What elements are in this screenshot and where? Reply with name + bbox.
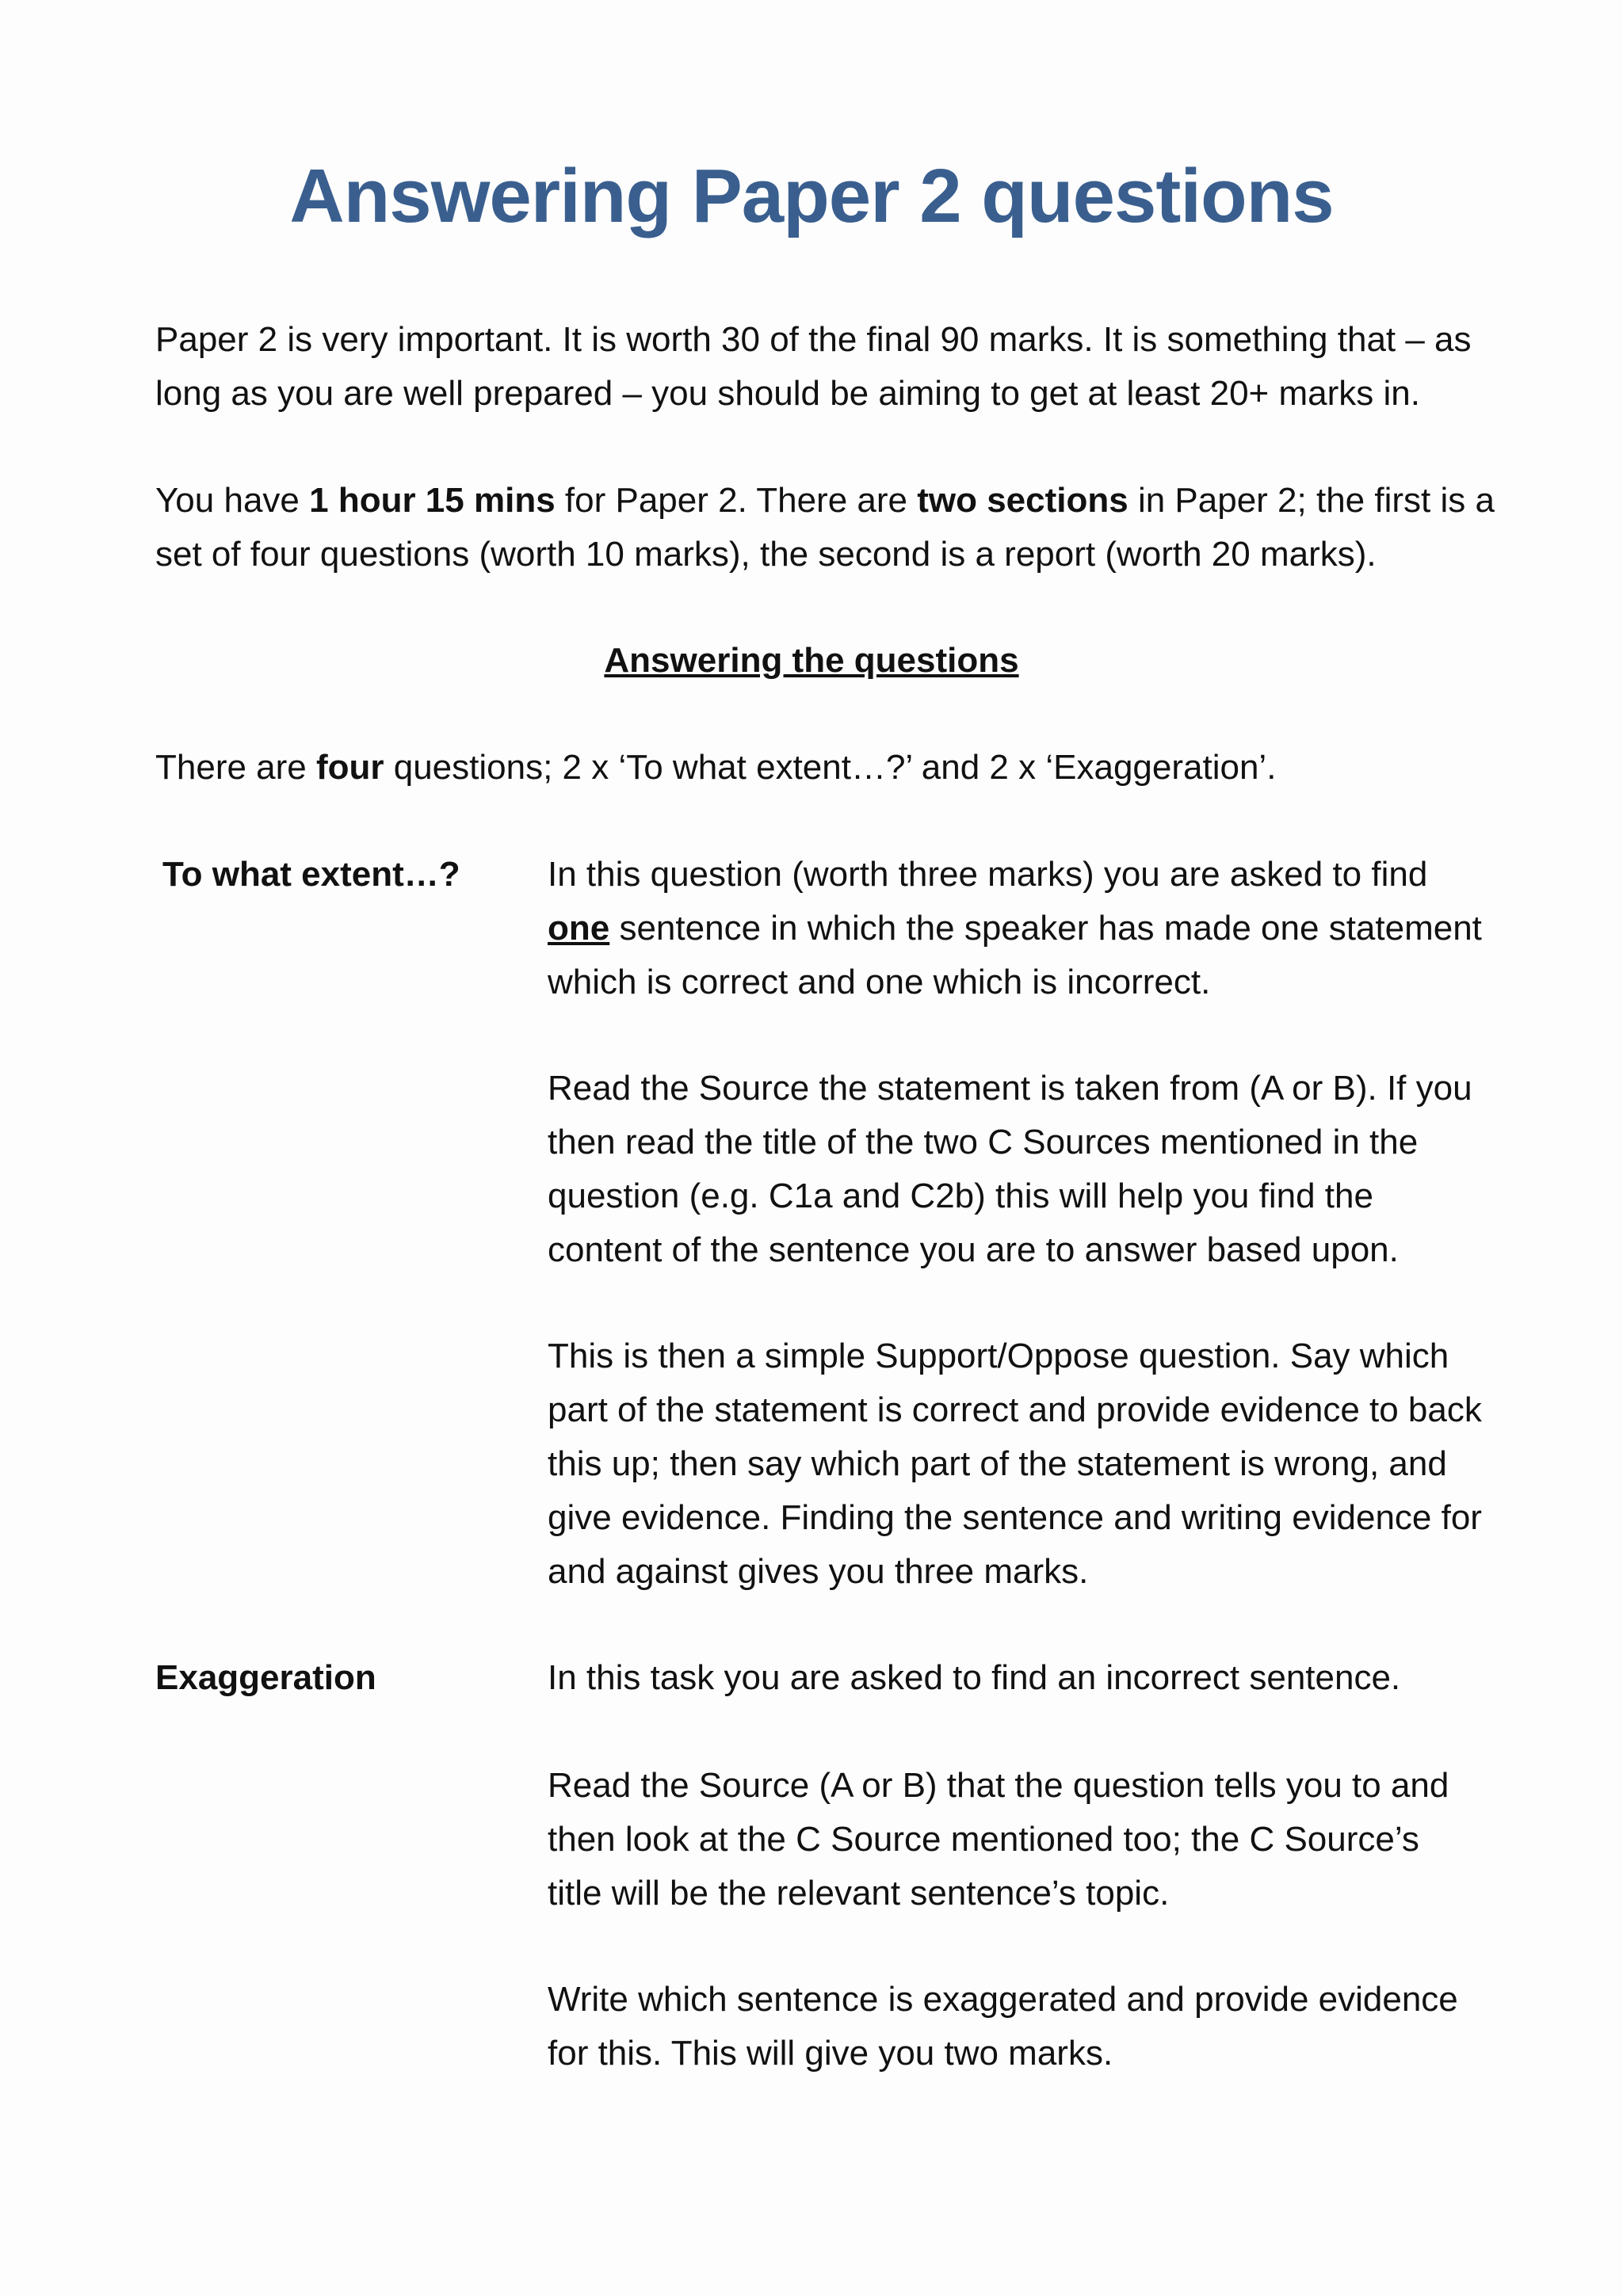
questions-intro [155, 741, 1503, 795]
section-heading: Answering the questions [604, 641, 1019, 680]
duration-emphasis: 1 hour 15 mins [309, 481, 556, 520]
intro-paragraph-2 [155, 474, 1503, 582]
questions-intro-c: questions; 2 x ‘To what extent…?’ and 2 x ‘Exaggeration’. [384, 748, 1277, 787]
intro-text-1: Paper 2 is very important. It is worth 30 of the final 90 marks. It is something that – as long as you are well prepared – you should be aiming to get at least 20+ marks in. [155, 320, 1472, 413]
to-what-extent-desc-2: Read the Source the statement is taken from (A or B). If you then read the title of the two C Sources mentioned in the question (e.g. C1a and C2b) this will help you find the content of the sentence you are to answer based upon. [548, 1069, 1472, 1269]
to-what-extent-desc-3: This is then a simple Support/Oppose question. Say which part of the statement is correct and provide evidence to back this up; then say which part of the statement is wrong, and give evidence. Finding the sentence and writing evidence for and against gives you three marks. [548, 1337, 1482, 1591]
sections-emphasis: two sections [917, 481, 1128, 520]
intro-text-2a: You have [155, 481, 310, 520]
intro-text-2c: for Paper 2. There are [555, 481, 918, 520]
intro-text-2e: in Paper 2; the first is a set of four questions (worth 10 marks), the second is a report (worth 20 marks). [155, 481, 1495, 574]
exaggeration-desc-3: Write which sentence is exaggerated and provide evidence for this. This will give you two marks. [548, 1980, 1458, 2073]
term-exaggeration: Exaggeration [155, 1658, 376, 1697]
twe-desc-1a: In this question (worth three marks) you are asked to find [548, 855, 1428, 894]
questions-intro-a: There are [155, 748, 316, 787]
exaggeration-desc-2: Read the Source (A or B) that the question tells you to and then look at the C Source mentioned too; the C Source’s title will be the relevant sentence’s topic. [548, 1766, 1449, 1913]
page-title: Answering Paper 2 questions [289, 154, 1334, 238]
exaggeration-desc-1: In this task you are asked to find an incorrect sentence. [548, 1658, 1401, 1697]
one-emphasis: one [548, 909, 610, 948]
term-to-what-extent: To what extent…? [162, 855, 460, 894]
to-what-extent-desc-1 [548, 848, 1483, 1009]
intro-paragraph-1 [155, 313, 1503, 421]
four-emphasis: four [315, 748, 384, 787]
twe-desc-1c: sentence in which the speaker has made one statement which is correct and one which is incorrect. [548, 909, 1482, 1001]
